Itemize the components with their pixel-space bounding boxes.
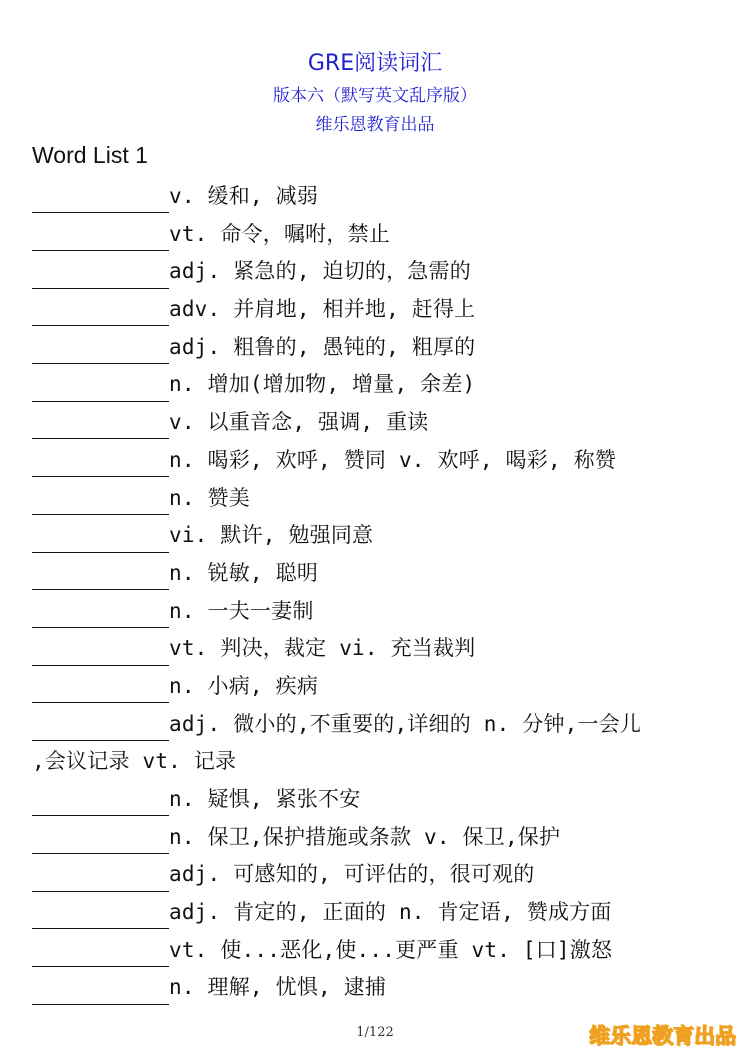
vocabulary-list [32,178,732,1007]
answer-blank [32,186,169,213]
answer-blank [32,789,169,816]
vocab-definition: vt. 判决，裁定 vi. 充当裁判 [169,636,476,661]
word-list-heading: Word List 1 [32,142,148,168]
vocab-definition: v. 以重音念, 强调, 重读 [169,410,429,435]
vocab-entry [32,216,732,254]
vocab-definition: adv. 并肩地, 相并地, 赶得上 [169,297,476,322]
vocab-definition: adj. 可感知的, 可评估的，很可观的 [169,862,535,887]
answer-blank [32,714,169,741]
vocab-definition: adj. 微小的,不重要的,详细的 n. 分钟,一会儿 [169,711,642,736]
vocab-definition: adj. 肯定的, 正面的 n. 肯定语, 赞成方面 [169,900,612,925]
vocab-entry [32,932,732,970]
vocab-entry [32,969,732,1007]
vocab-definition: n. 保卫,保护措施或条款 v. 保卫,保护 [169,824,561,849]
vocab-entry [32,178,732,216]
vocab-entry [32,706,732,744]
vocab-entry [32,593,732,631]
vocab-definition: ,会议记录 vt. 记录 [32,749,237,774]
vocab-entry [32,366,732,404]
vocab-definition: vt. 使...恶化,使...更严重 vt. [口]激怒 [169,937,613,962]
vocab-entry [32,442,732,480]
vocab-entry [32,253,732,291]
vocab-definition: n. 理解, 忧惧, 逮捕 [169,975,387,1000]
document-subtitle: 版本六（默写英文乱序版） [273,86,477,106]
answer-blank [32,563,169,590]
vocab-entry [32,480,732,518]
answer-blank [32,488,169,515]
vocab-definition: adj. 粗鲁的, 愚钝的, 粗厚的 [169,334,476,359]
answer-blank [32,639,169,666]
vocab-entry [32,517,732,555]
vocab-entry [32,894,732,932]
vocab-definition: n. 疑惧, 紧张不安 [169,787,361,811]
vocab-definition: n. 喝彩, 欢呼, 赞同 v. 欢呼, 喝彩, 称赞 [169,447,617,472]
answer-blank [32,865,169,892]
vocab-definition: adj. 紧急的, 迫切的，急需的 [169,259,471,284]
watermark-logo: 维乐恩教育出品 [589,1024,736,1048]
vocab-definition: n. 增加(增加物, 增量, 余差) [169,372,476,397]
answer-blank [32,940,169,967]
answer-blank [32,375,169,402]
vocab-definition: n. 一夫一妻制 [169,598,314,623]
vocab-entry [32,329,732,367]
answer-blank [32,526,169,553]
answer-blank [32,412,169,439]
vocab-entry [32,856,732,894]
document-title: GRE阅读词汇 [307,51,443,76]
vocab-entry [32,291,732,329]
vocab-definition: vi. 默许, 勉强同意 [169,523,374,548]
publisher-line: 维乐恩教育出品 [315,115,435,135]
vocab-entry [32,781,732,819]
answer-blank [32,827,169,854]
vocab-definition: v. 缓和, 减弱 [169,184,319,208]
vocab-entry [32,404,732,442]
vocab-entry [32,555,732,593]
answer-blank [32,224,169,251]
answer-blank [32,262,169,289]
page-number: 1/122 [356,1025,394,1040]
vocab-definition: n. 赞美 [169,485,250,510]
answer-blank [32,601,169,628]
answer-blank [32,337,169,364]
answer-blank [32,978,169,1005]
vocab-entry [32,668,732,706]
vocab-entry [32,630,732,668]
answer-blank [32,902,169,929]
vocab-definition: vt. 命令，嘱咐，禁止 [169,221,390,246]
answer-blank [32,676,169,703]
answer-blank [32,299,169,326]
vocab-entry [32,819,732,857]
vocab-definition: n. 小病, 疾病 [169,673,319,698]
vocab-entry-continuation [32,743,732,781]
answer-blank [32,450,169,477]
vocab-definition: n. 锐敏, 聪明 [169,560,319,585]
